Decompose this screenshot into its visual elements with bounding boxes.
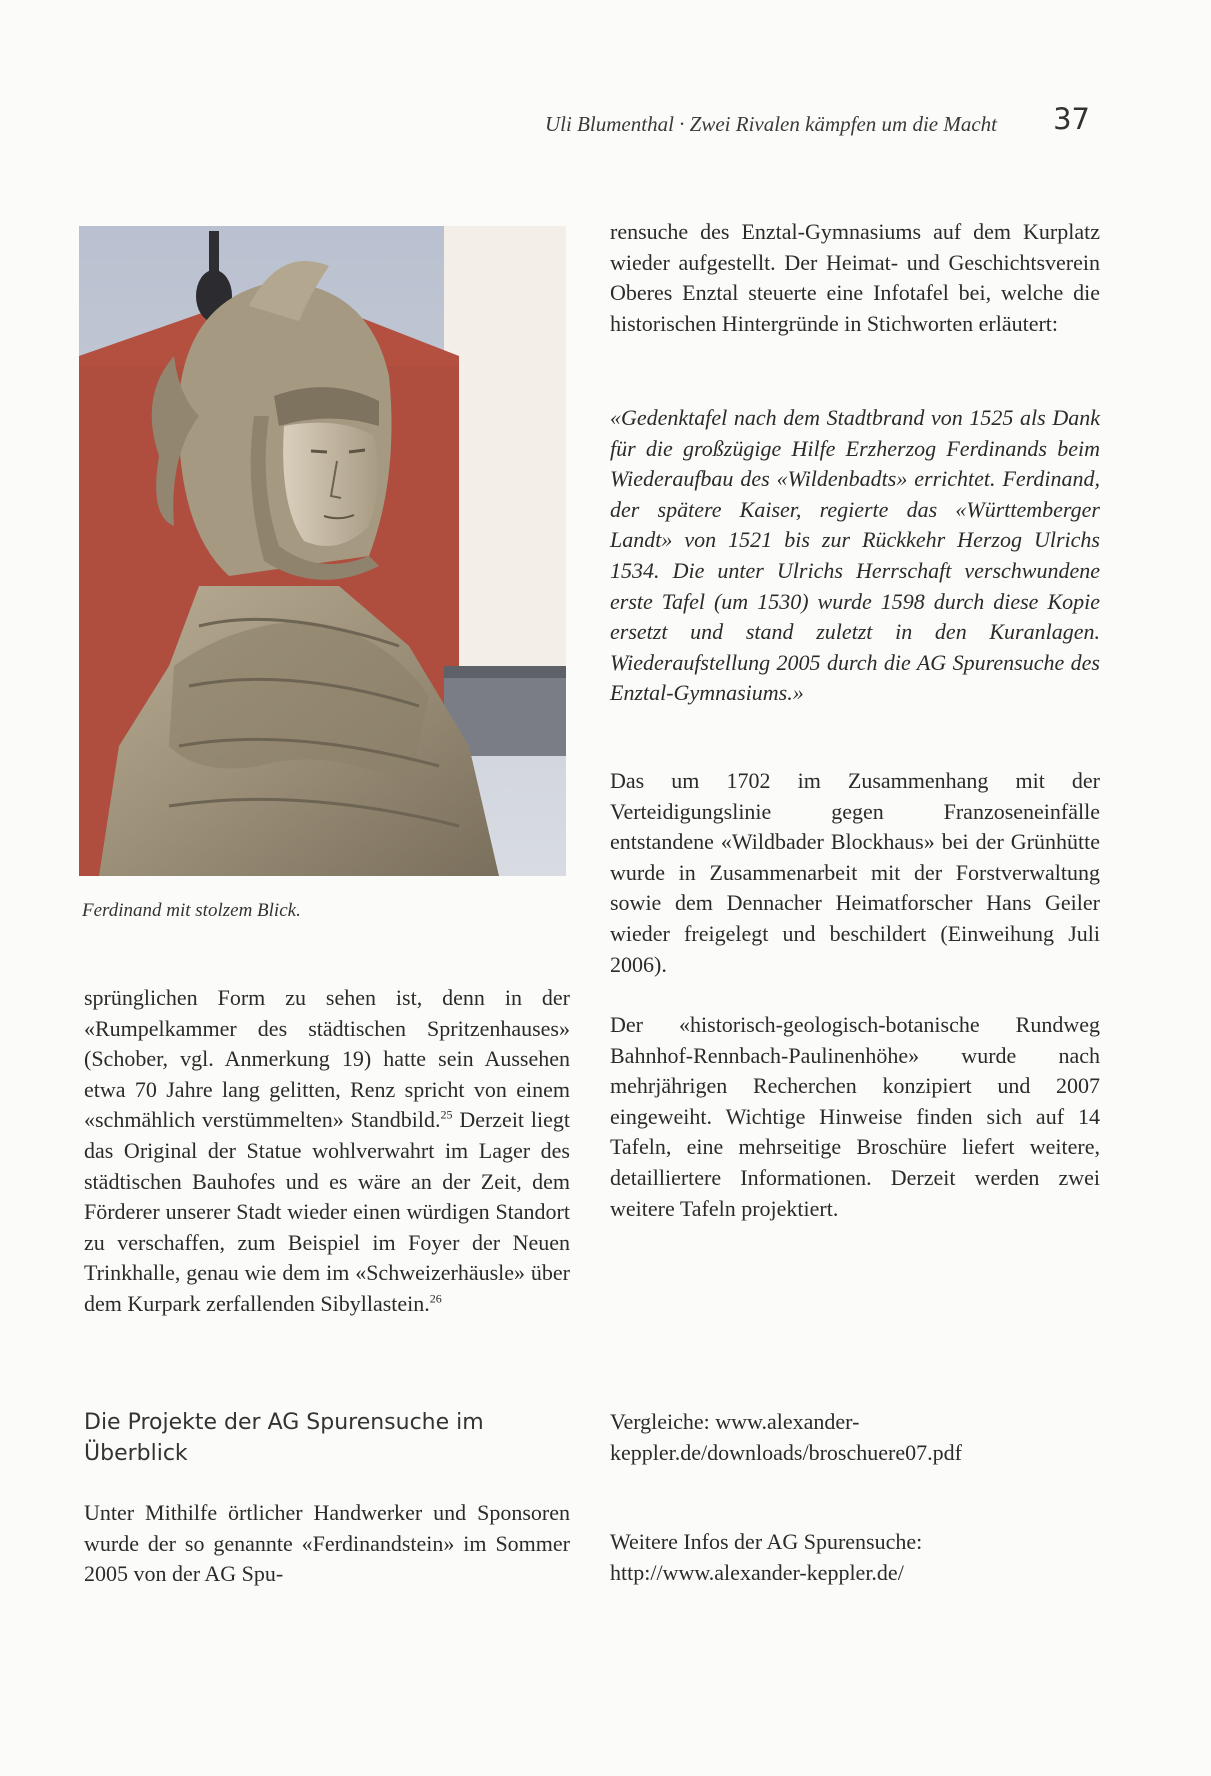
left-paragraph-1-text: sprünglichen Form zu sehen ist, denn in der «Rumpelkammer des städtischen Spritzenhauses» (Schober, vgl. Anmerkung 19) hatte sein Aussehen etwa 70 Jahre lang gelitten, Renz spricht von einem «schmählich verstümmelten» Standbild. [84, 985, 570, 1133]
statue-photo [79, 226, 566, 876]
reference-1-label: Vergleiche: [610, 1409, 710, 1434]
left-paragraph-1 [84, 983, 570, 1320]
reference-2-url[interactable]: http://www.alexander-keppler.de/ [610, 1559, 904, 1585]
right-paragraph-2: Das um 1702 im Zusammenhang mit der Verteidigungslinie gegen Franzoseneinfälle entstandene «Wildbader Blockhaus» bei der Grünhütte wurde in Zusammenarbeit mit der Forstverwaltung sowie dem Dennacher Heimatforscher Hans Geiler wieder freigelegt und beschildert (Einweihung Juli 2006). [610, 768, 1100, 977]
right-paragraph-1: rensuche des Enztal-Gymnasiums auf dem Kurplatz wieder aufgestellt. Der Heimat- und Geschichtsverein Oberes Enztal steuerte eine Infotafel bei, welche die historischen Hintergründe in Stichworten erläutert: [610, 219, 1100, 336]
reference-1-url[interactable]: www.alexander-keppler.de/downloads/broschuere07.pdf [610, 1409, 962, 1465]
left-column-text [84, 983, 570, 1320]
infotafel-quote: «Gedenktafel nach dem Stadtbrand von 1525 als Dank für die großzügige Hilfe Erzherzog Ferdinands beim Wiederaufbau des «Wildenbadts» errichtet. Ferdinand, der spätere Kaiser, regierte das «Württemberger Landt» von 1521 bis zur Rückkehr Herzog Ulrichs 1534. Die unter Ulrichs Herrschaft verschwundene erste Tafel (um 1530) wurde 1598 durch diese Kopie ersetzt und stand zuletzt in den Kuranlagen. Wiederaufstellung 2005 durch die AG Spurensuche des Enztal-Gymnasiums.» [610, 405, 1100, 706]
section-heading: Die Projekte der AG Spurensuche im Überblick [84, 1410, 484, 1466]
footnote-25: 25 [440, 1108, 453, 1123]
footnote-26: 26 [429, 1291, 442, 1306]
statue-illustration [79, 226, 566, 876]
figure-caption: Ferdinand mit stolzem Blick. [82, 900, 301, 921]
right-paragraph-3: Der «historisch-geologisch-botanische Rundweg Bahnhof-Rennbach-Paulinenhöhe» wurde nach mehrjährigen Recherchen konzipiert und 2007 eingeweiht. Wichtige Hinweise finden sich auf 14 Tafeln, eine mehrseitige Broschüre liefert weitere, detailliertere Informationen. Derzeit werden zwei weitere Tafeln projektiert. [610, 1012, 1100, 1221]
running-title: Uli Blumenthal · Zwei Rivalen kämpfen um die Macht [545, 112, 997, 136]
page-number: 37 [1053, 102, 1090, 136]
reference-2-label: Weitere Infos der AG Spurensuche: [610, 1529, 923, 1554]
left-paragraph-2: Unter Mithilfe örtlicher Handwerker und Sponsoren wurde der so genannte «Ferdinandstein» im Sommer 2005 von der AG Spu- [84, 1500, 570, 1587]
reference-2 [610, 1527, 1100, 1588]
left-paragraph-1-cont: Derzeit liegt das Original der Statue wohlverwahrt im Lager des städtischen Bauhofes und es wäre an der Zeit, dem Förderer unserer Stadt wieder einen würdigen Standort zu verschaffen, zum Beispiel im Foyer der Neuen Trinkhalle, genau wie dem im «Schweizerhäusle» über dem Kurpark zerfallenden Sibyllastein. [84, 1107, 570, 1316]
reference-1 [610, 1407, 1100, 1468]
